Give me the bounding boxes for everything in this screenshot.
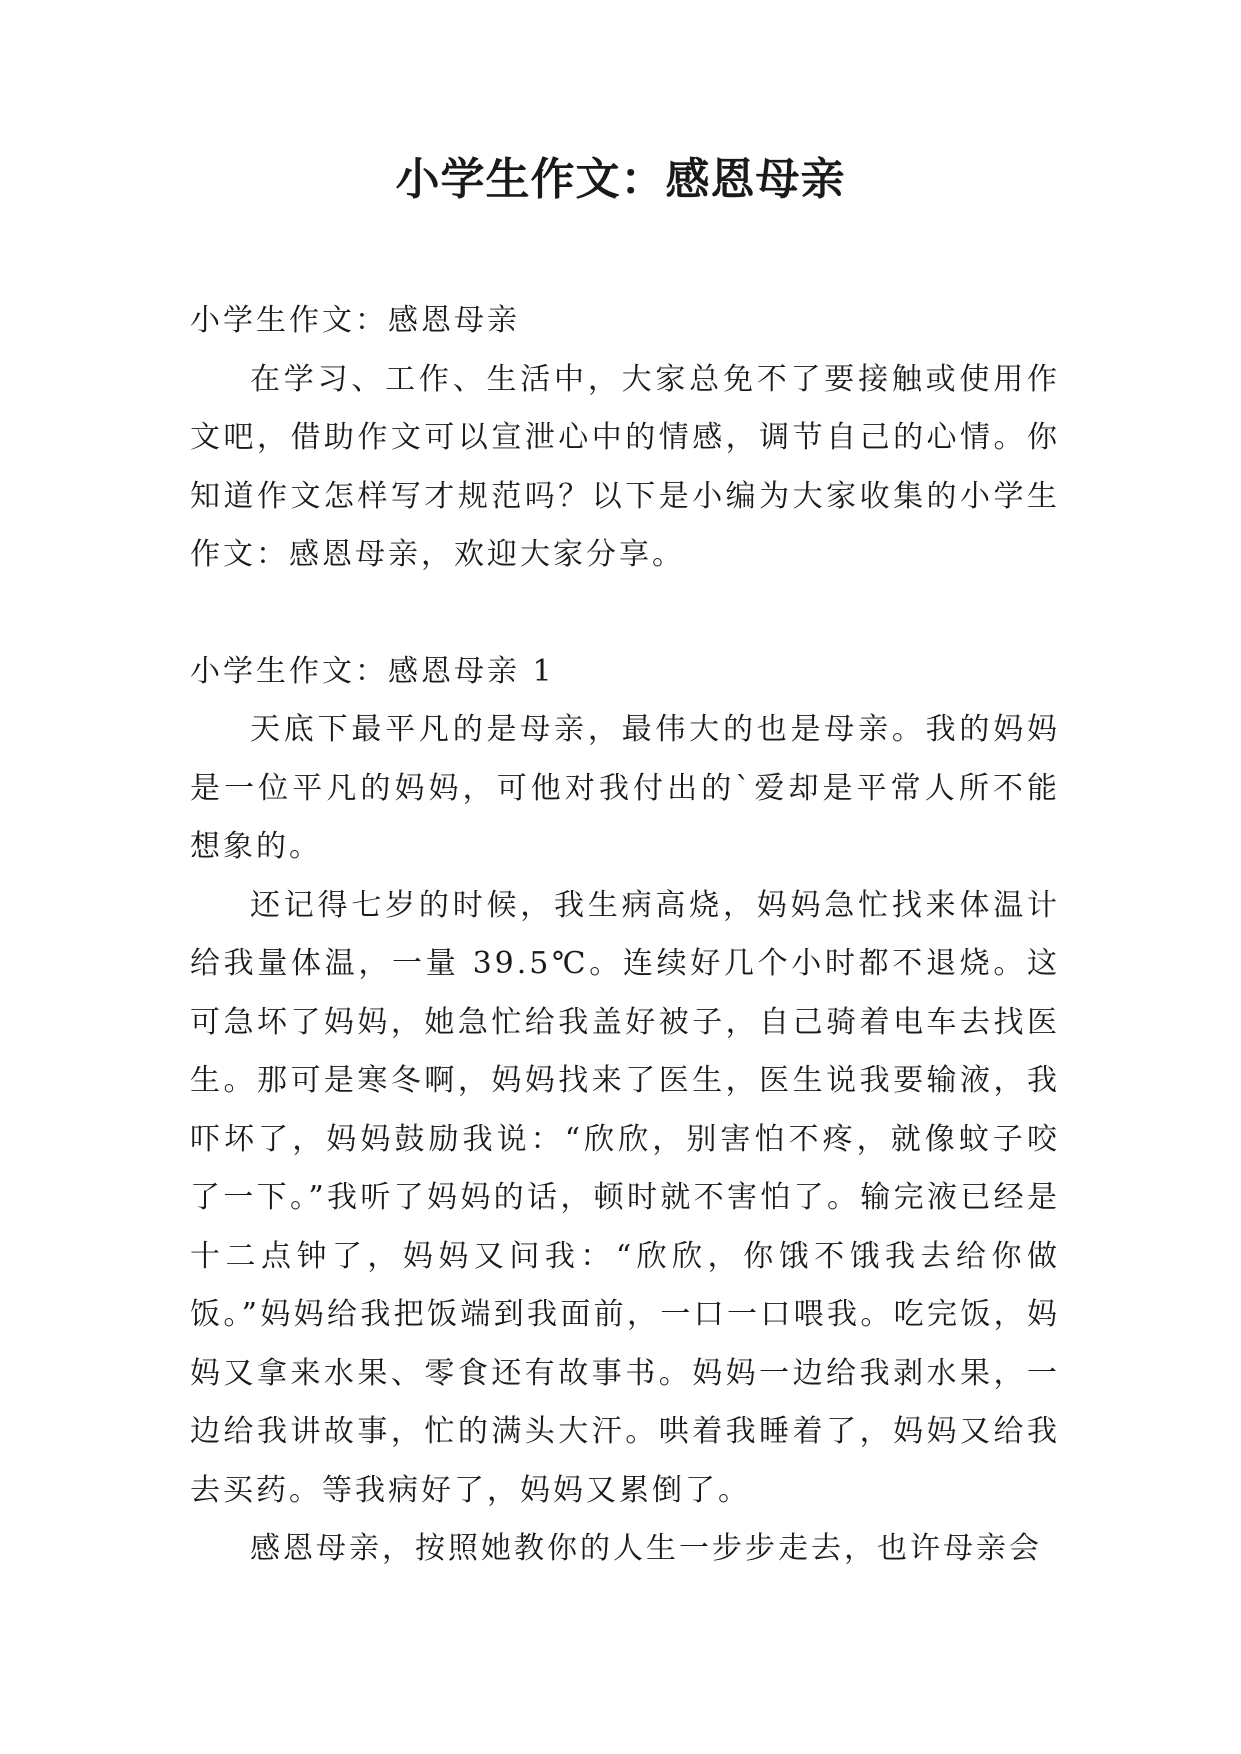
document-title: 小学生作文：感恩母亲	[395, 154, 846, 205]
essay-1-heading: 小学生作文：感恩母亲 1	[190, 653, 555, 689]
document-body	[190, 292, 1060, 1579]
intro-paragraph: 在学习、工作、生活中，大家总免不了要接触或使用作文吧，借助作文可以宣泄心中的情感，调节自己的心情。你知道作文怎样写才规范吗？以下是小编为大家收集的小学生作文：感恩母亲，欢迎大家分享。	[190, 361, 1060, 572]
essay-1-paragraph-1: 天底下最平凡的是母亲，最伟大的也是母亲。我的妈妈是一位平凡的妈妈，可他对我付出的`爱却是平常人所不能想象的。	[190, 712, 1060, 864]
essay-1-paragraph-2: 还记得七岁的时候，我生病高烧，妈妈急忙找来体温计给我量体温，一量 39.5℃。连续好几个小时都不退烧。这可急坏了妈妈，她急忙给我盖好被子，自己骑着电车去找医生。那可是寒冬啊，妈妈找来了医生，医生说我要输液，我吓坏了，妈妈鼓励我说：“欣欣，别害怕不疼，就像蚊子咬了一下。”我听了妈妈的话，顿时就不害怕了。输完液已经是十二点钟了，妈妈又问我：“欣欣，你饿不饿我去给你做饭。”妈妈给我把饭端到我面前，一口一口喂我。吃完饭，妈妈又拿来水果、零食还有故事书。妈妈一边给我剥水果，一边给我讲故事，忙的满头大汗。哄着我睡着了，妈妈又给我去买药。等我病好了，妈妈又累倒了。	[190, 887, 1060, 1508]
essay-1-paragraph-3: 感恩母亲，按照她教你的人生一步步走去，也许母亲会	[250, 1531, 1042, 1566]
section-spacer	[190, 585, 1060, 643]
intro-heading: 小学生作文：感恩母亲	[190, 303, 520, 338]
